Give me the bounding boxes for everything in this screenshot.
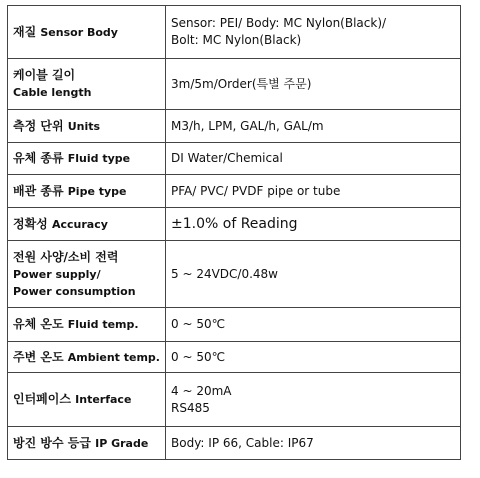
spec-value	[166, 427, 461, 460]
label-ko: 정확성	[13, 216, 48, 231]
spec-label	[8, 427, 166, 460]
spec-value	[166, 342, 461, 373]
spec-label	[8, 110, 166, 143]
spec-row-material	[8, 6, 461, 59]
value-line: 0 ~ 50℃	[171, 317, 226, 331]
value-line: Sensor: PEI/ Body: MC Nylon(Black)/	[171, 16, 387, 30]
value-line: ±1.0% of Reading	[171, 215, 298, 232]
label-en: IP Grade	[95, 436, 149, 450]
label-en: Interface	[75, 393, 132, 406]
value-line: RS485	[171, 400, 210, 415]
spec-value	[166, 110, 461, 143]
spec-row-pipe-type	[8, 175, 461, 208]
label-en: Accuracy	[51, 217, 108, 231]
label-ko: 케이블 길이	[13, 68, 76, 82]
label-en: Power consumption	[13, 284, 136, 298]
spec-label	[8, 308, 166, 342]
value-line: 0 ~ 50℃	[171, 349, 226, 364]
value-line: DI Water/Chemical	[171, 151, 283, 165]
spec-row-fluid-type	[8, 143, 461, 175]
label-en: Cable length	[13, 86, 92, 99]
value-line: 5 ~ 24VDC/0.48w	[171, 266, 278, 281]
spec-label	[8, 208, 166, 241]
label-ko: 주변 온도	[13, 349, 64, 364]
spec-row-cable-length	[8, 59, 461, 110]
label-ko: 유체 온도	[13, 317, 64, 331]
spec-label	[8, 342, 166, 373]
spec-label	[8, 59, 166, 110]
spec-value	[166, 143, 461, 175]
label-ko: 유체 종류	[13, 151, 64, 165]
label-ko: 인터페이스	[13, 392, 71, 406]
spec-label	[8, 6, 166, 59]
label-en: Fluid temp.	[67, 318, 139, 331]
spec-row-ambient-temp	[8, 342, 461, 373]
value-line: PFA/ PVC/ PVDF pipe or tube	[171, 183, 341, 198]
spec-value	[166, 241, 461, 308]
spec-label	[8, 241, 166, 308]
label-ko: 측정 단위	[13, 118, 64, 133]
spec-label	[8, 175, 166, 208]
spec-row-accuracy	[8, 208, 461, 241]
spec-row-ip-grade	[8, 427, 461, 460]
spec-row-interface	[8, 373, 461, 427]
label-en: Power supply/	[13, 267, 101, 281]
label-en: Sensor Body	[40, 25, 118, 39]
label-en: Fluid type	[67, 152, 131, 165]
spec-value	[166, 373, 461, 427]
label-en: Pipe type	[67, 184, 127, 198]
spec-label	[8, 143, 166, 175]
spec-value	[166, 308, 461, 342]
value-line: 4 ~ 20mA	[171, 383, 232, 398]
label-en: Ambient temp.	[67, 350, 160, 364]
label-ko: 재질	[13, 24, 37, 39]
spec-table	[7, 5, 461, 460]
value-line: M3/h, LPM, GAL/h, GAL/m	[171, 118, 324, 133]
value-line: Body: IP 66, Cable: IP67	[171, 435, 314, 450]
spec-value	[166, 6, 461, 59]
spec-row-units	[8, 110, 461, 143]
spec-value	[166, 59, 461, 110]
spec-value	[166, 175, 461, 208]
label-ko: 배관 종류	[13, 183, 64, 198]
label-ko: 방진 방수 등급	[13, 435, 91, 450]
spec-row-fluid-temp	[8, 308, 461, 342]
label-en: Units	[67, 119, 101, 133]
spec-row-power	[8, 241, 461, 308]
spec-value	[166, 208, 461, 241]
value-line: 3m/5m/Order(특별 주문)	[171, 76, 312, 91]
label-ko: 전원 사양/소비 전력	[13, 249, 119, 264]
spec-label	[8, 373, 166, 427]
value-line: Bolt: MC Nylon(Black)	[171, 33, 302, 47]
